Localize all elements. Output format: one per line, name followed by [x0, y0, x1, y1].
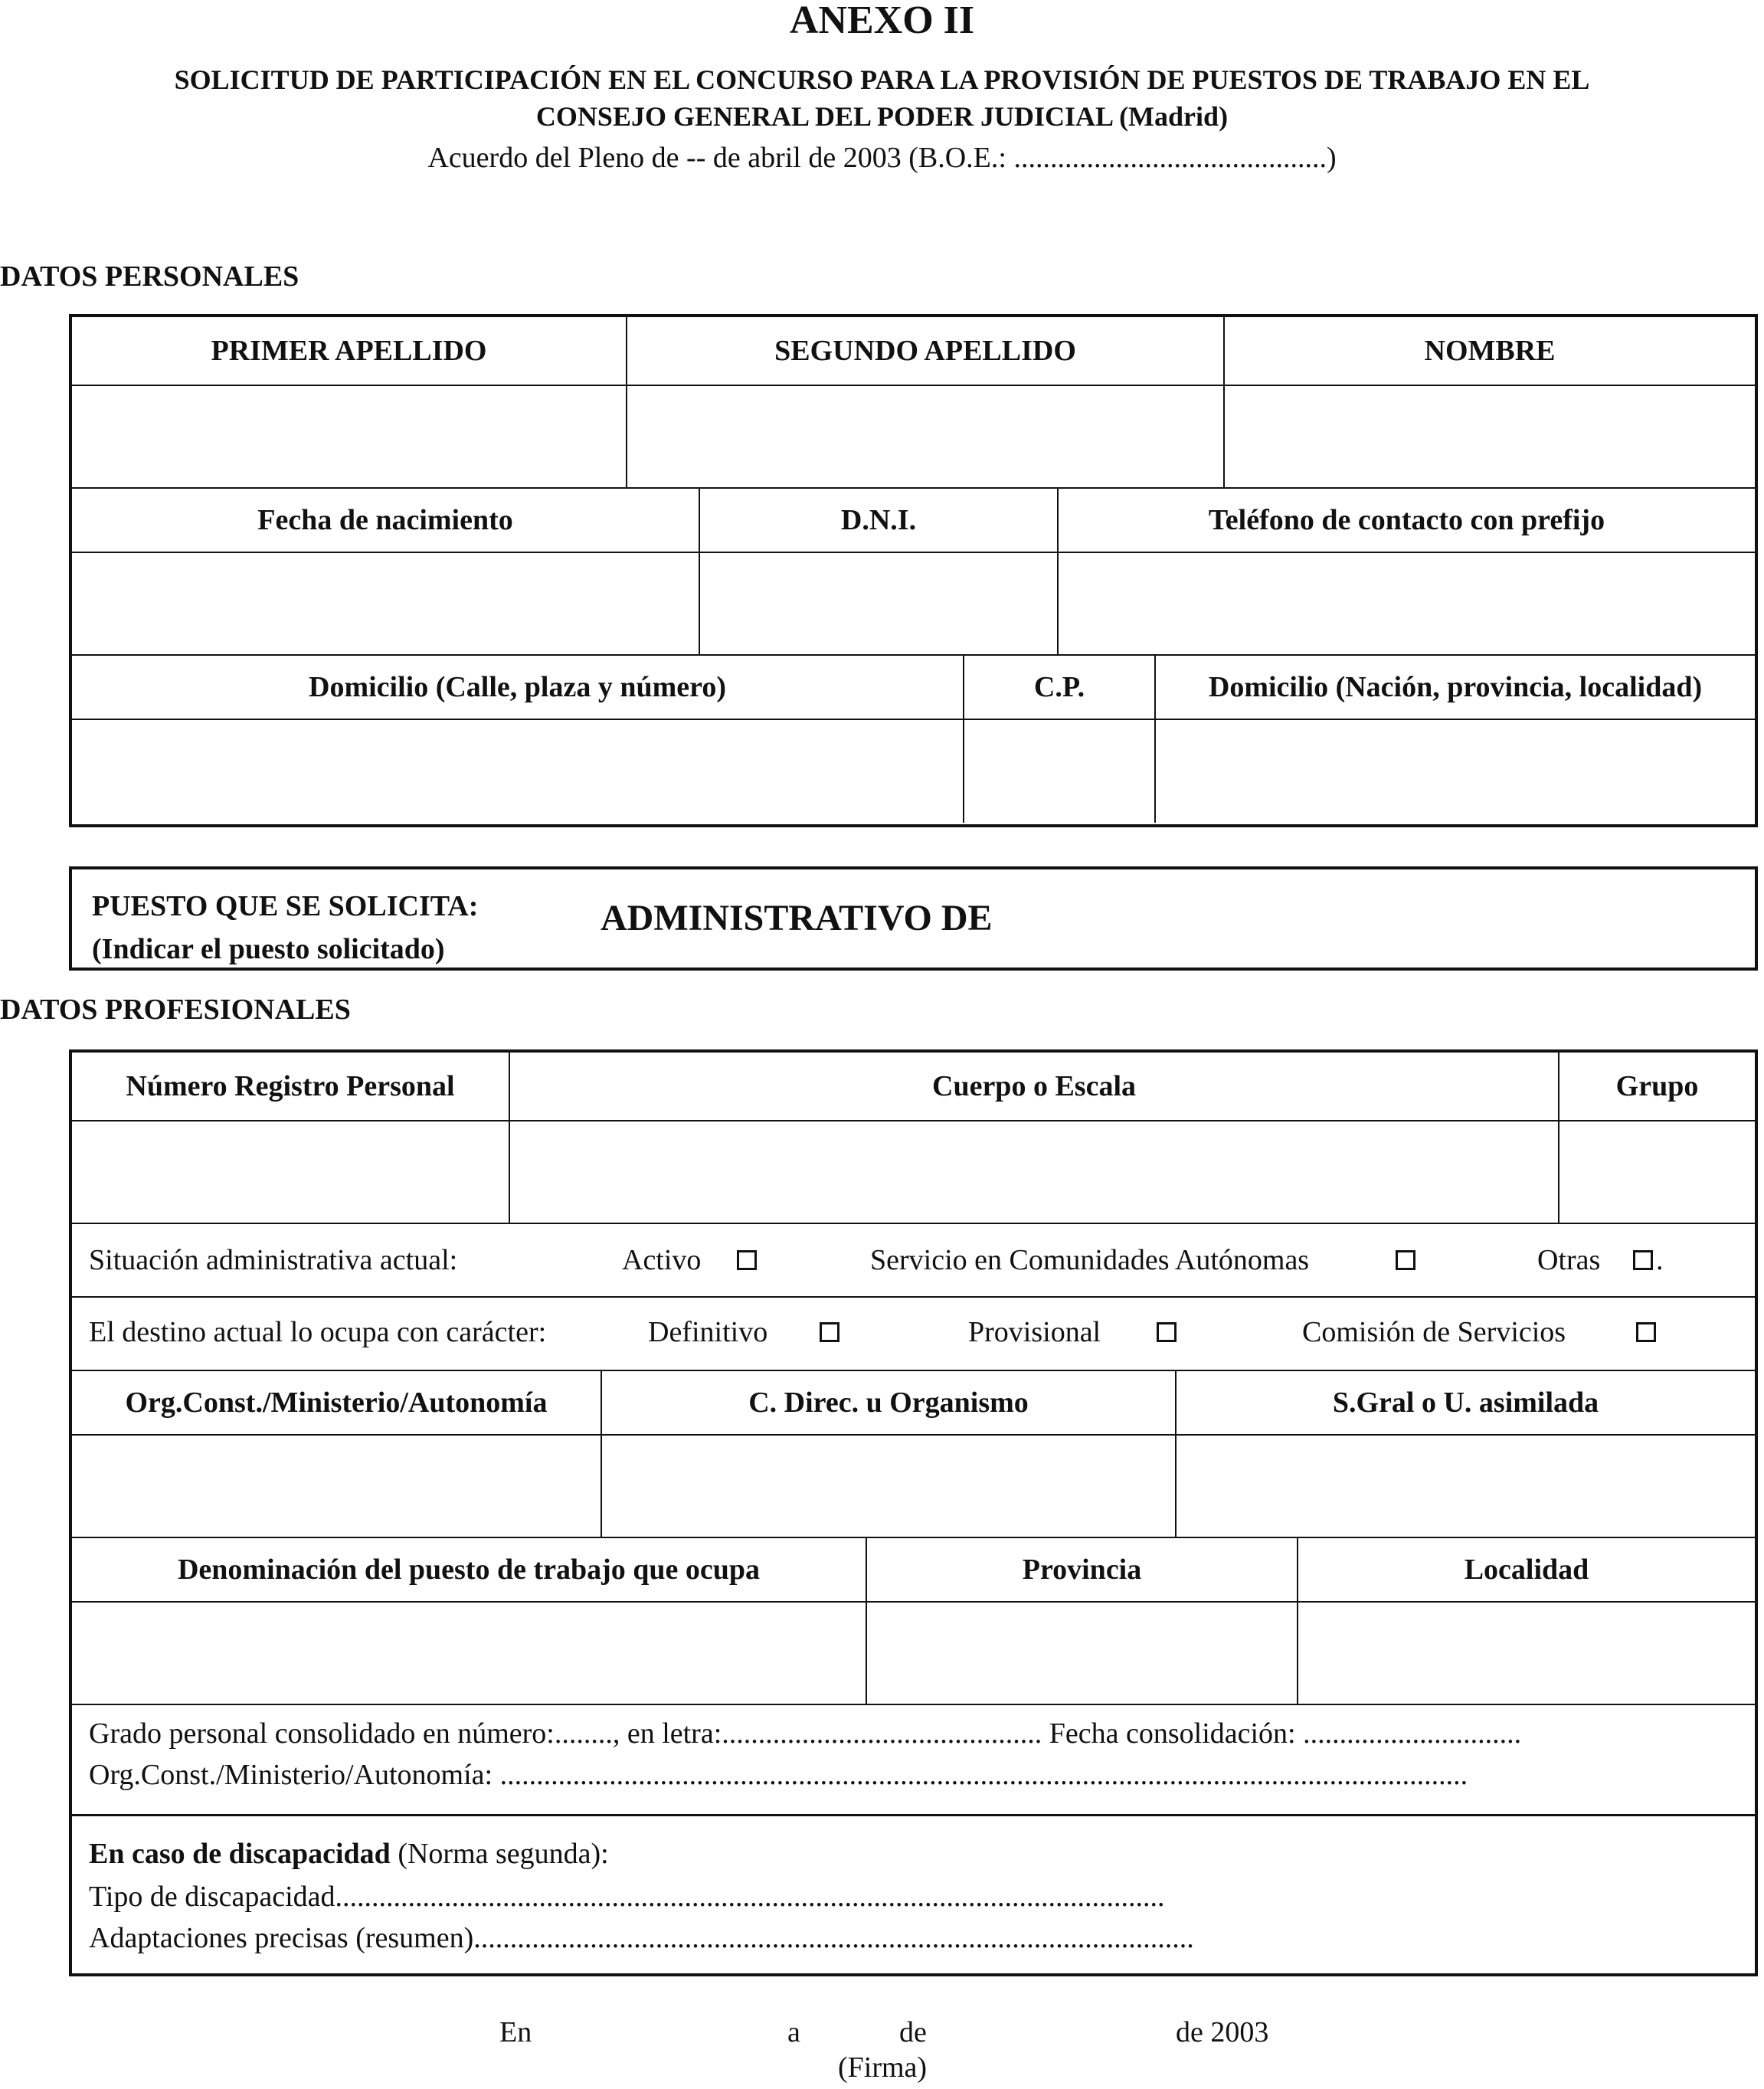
destination-row	[72, 1296, 1755, 1370]
header-domicilio-nacion: Domicilio (Nación, provincia, localidad)	[1156, 656, 1755, 720]
agreement-line: Acuerdo del Pleno de -- de abril de 2003 (B.O.E.: ...........................................)	[427, 142, 1337, 174]
dni-field[interactable]	[700, 553, 1059, 654]
cp-field[interactable]	[964, 720, 1156, 823]
requested-position-box	[69, 866, 1758, 971]
requested-position-value[interactable]: ADMINISTRATIVO DE	[601, 898, 993, 938]
requested-position-note: (Indicar el puesto solicitado)	[92, 933, 445, 965]
checkbox-definitivo[interactable]	[820, 1322, 839, 1342]
org-line: Org.Const./Ministerio/Autonomía: .....................................................................................................................................	[89, 1759, 1468, 1791]
requested-position-label: PUESTO QUE SE SOLICITA:	[92, 890, 479, 922]
localidad-field[interactable]	[1298, 1603, 1755, 1704]
footer-a: a	[787, 2016, 800, 2048]
grade-line: Grado personal consolidado en número:........, en letra:............................................ Fecha consolidación: ..............................	[89, 1717, 1522, 1750]
footer-en: En	[499, 2016, 532, 2048]
provincia-field[interactable]	[867, 1603, 1298, 1704]
disability-adapt-line: Adaptaciones precisas (resumen)...................................................................................................	[89, 1922, 1194, 1954]
header-cp: C.P.	[964, 656, 1156, 720]
option-definitivo-label: Definitivo	[648, 1316, 768, 1348]
situation-label: Situación administrativa actual:	[89, 1244, 458, 1276]
header-grupo: Grupo	[1559, 1053, 1755, 1121]
document-title: ANEXO II	[789, 0, 975, 42]
numero-registro-field[interactable]	[72, 1121, 510, 1223]
footer-de: de	[899, 2016, 927, 2048]
header-s-gral: S.Gral o U. asimilada	[1177, 1371, 1755, 1436]
grupo-field[interactable]	[1559, 1121, 1755, 1223]
checkbox-activo[interactable]	[737, 1250, 757, 1270]
header-provincia: Provincia	[867, 1538, 1298, 1603]
destination-label: El destino actual lo ocupa con carácter:	[89, 1316, 547, 1348]
s-gral-field[interactable]	[1177, 1436, 1755, 1537]
domicilio-nacion-field[interactable]	[1156, 720, 1755, 823]
checkbox-otras[interactable]	[1633, 1250, 1653, 1270]
denominacion-puesto-field[interactable]	[72, 1603, 867, 1704]
subtitle-line-1: SOLICITUD DE PARTICIPACIÓN EN EL CONCURSO PARA LA PROVISIÓN DE PUESTOS DE TRABAJO EN EL	[174, 64, 1590, 95]
personal-data-heading: DATOS PERSONALES	[0, 260, 299, 293]
primer-apellido-field[interactable]	[72, 386, 627, 487]
checkbox-comunidades[interactable]	[1396, 1250, 1415, 1270]
footer-firma: (Firma)	[838, 2051, 928, 2084]
personal-data-table	[69, 314, 1758, 827]
option-provisional-label: Provisional	[968, 1316, 1101, 1348]
checkbox-comision[interactable]	[1636, 1322, 1656, 1342]
professional-data-heading: DATOS PROFESIONALES	[0, 994, 351, 1026]
cuerpo-escala-field[interactable]	[510, 1121, 1559, 1223]
disability-norm: (Norma segunda):	[390, 1838, 609, 1870]
disability-title: En caso de discapacidad	[89, 1838, 391, 1870]
header-primer-apellido: PRIMER APELLIDO	[72, 317, 627, 386]
fecha-nacimiento-field[interactable]	[72, 553, 700, 654]
telefono-field[interactable]	[1059, 553, 1755, 654]
header-localidad: Localidad	[1298, 1538, 1755, 1603]
header-org-const: Org.Const./Ministerio/Autonomía	[72, 1371, 602, 1436]
checkbox-provisional[interactable]	[1157, 1322, 1177, 1342]
option-otras-label: Otras	[1537, 1244, 1601, 1276]
header-denominacion-puesto: Denominación del puesto de trabajo que ocupa	[72, 1538, 867, 1603]
header-domicilio-calle: Domicilio (Calle, plaza y número)	[72, 656, 964, 720]
grade-section	[72, 1704, 1755, 1814]
domicilio-calle-field[interactable]	[72, 720, 964, 823]
header-fecha-nacimiento: Fecha de nacimiento	[72, 489, 700, 553]
header-c-direc: C. Direc. u Organismo	[602, 1371, 1177, 1436]
segundo-apellido-field[interactable]	[627, 386, 1225, 487]
option-comision-label: Comisión de Servicios	[1302, 1316, 1566, 1348]
header-numero-registro: Número Registro Personal	[72, 1053, 510, 1121]
org-const-field[interactable]	[72, 1436, 602, 1537]
subtitle-line-2: CONSEJO GENERAL DEL PODER JUDICIAL (Madrid)	[535, 101, 1229, 132]
option-activo-label: Activo	[622, 1244, 702, 1276]
header-nombre: NOMBRE	[1225, 317, 1755, 386]
situation-row	[72, 1223, 1755, 1296]
header-telefono: Teléfono de contacto con prefijo	[1059, 489, 1755, 553]
disability-heading	[89, 1833, 609, 1875]
professional-data-table	[69, 1049, 1758, 1976]
header-segundo-apellido: SEGUNDO APELLIDO	[627, 317, 1225, 386]
header-cuerpo-escala: Cuerpo o Escala	[510, 1053, 1559, 1121]
footer-de-2003: de 2003	[1176, 2016, 1269, 2048]
disability-type-line: Tipo de discapacidad..................................................................................................................	[89, 1881, 1165, 1913]
option-otras-trailing: .	[1656, 1244, 1664, 1276]
nombre-field[interactable]	[1225, 386, 1755, 487]
header-dni: D.N.I.	[700, 489, 1059, 553]
disability-section	[72, 1814, 1755, 1985]
c-direc-field[interactable]	[602, 1436, 1177, 1537]
option-comunidades-label: Servicio en Comunidades Autónomas	[870, 1244, 1310, 1276]
